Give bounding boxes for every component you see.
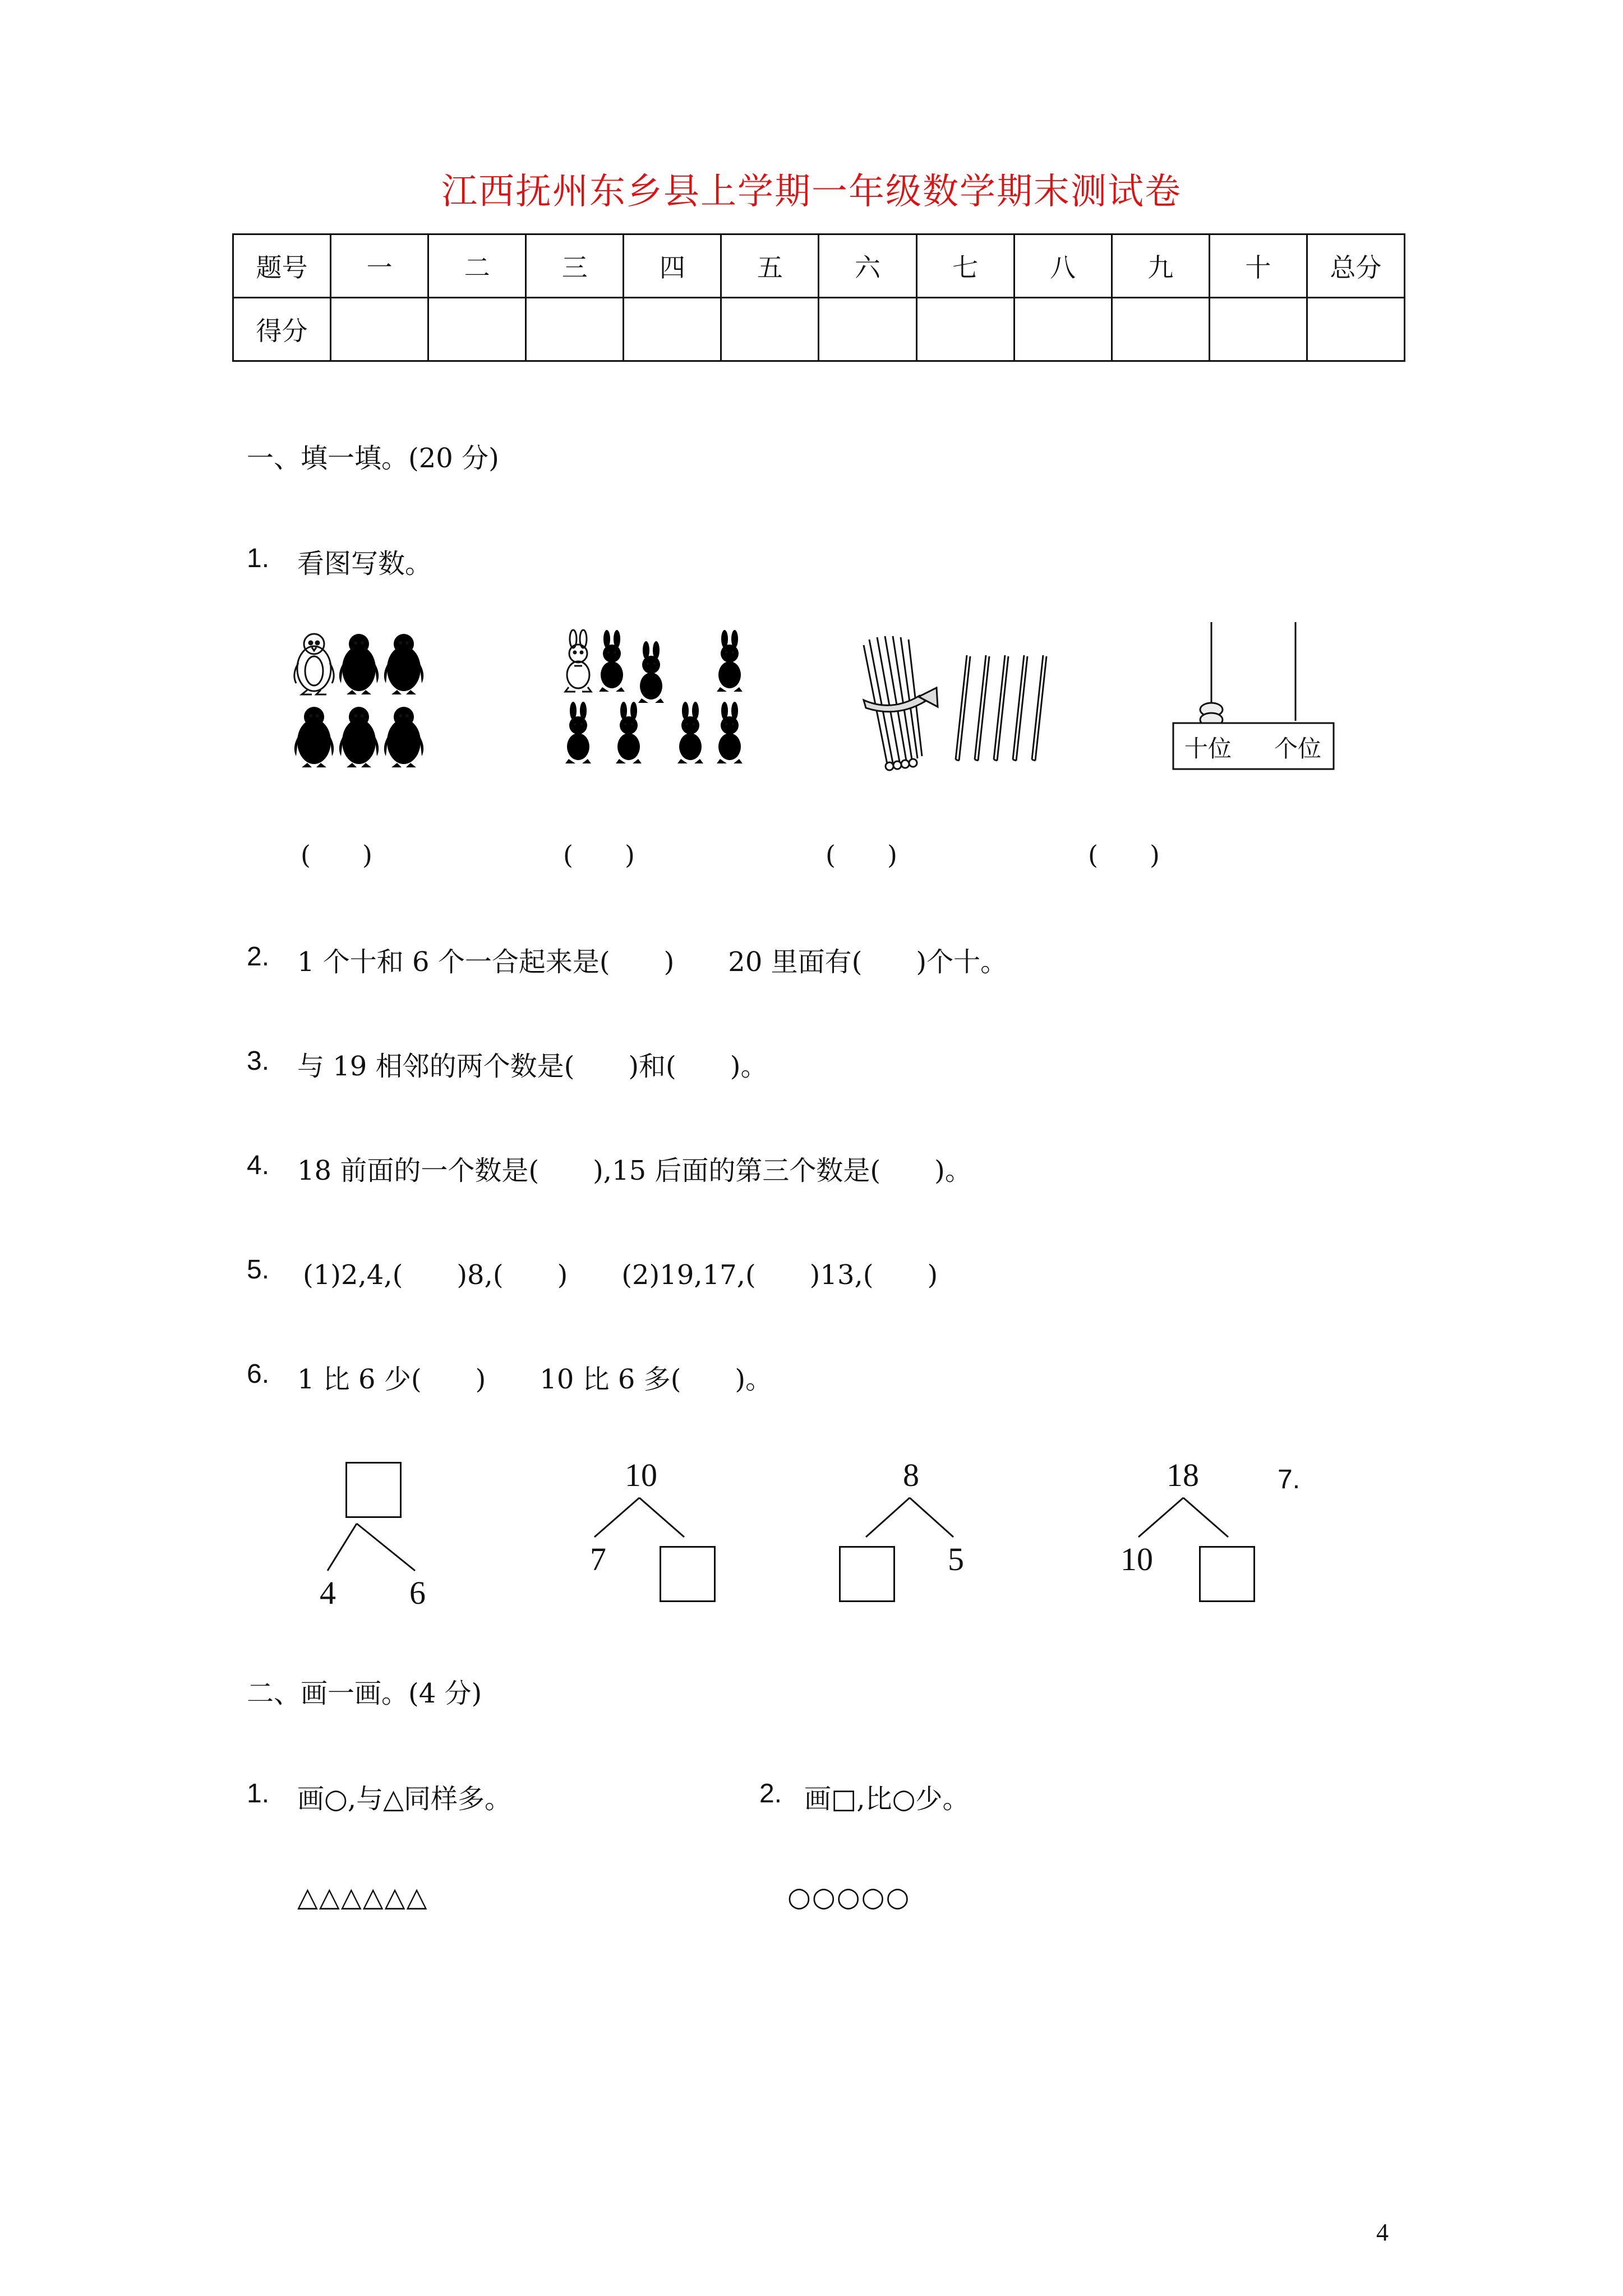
q3-text: 与 19 相邻的两个数是( )和( )。 <box>297 1051 768 1082</box>
q1-number: 1. <box>247 544 270 573</box>
answer-blank[interactable]: ( ) <box>826 840 897 870</box>
q2-text: 1 个十和 6 个一合起来是( ) 20 里面有( )个十。 <box>297 946 1008 978</box>
tree-right-value: 5 <box>948 1541 964 1577</box>
q4-text: 18 前面的一个数是( ),15 后面的第三个数是( )。 <box>297 1155 972 1186</box>
circles-row: ○○○○○ <box>787 1881 911 1913</box>
tree-left-value: 7 <box>590 1541 606 1577</box>
answer-blank[interactable]: ( ) <box>1088 840 1160 870</box>
score-table-cell: 九 <box>1112 234 1209 298</box>
score-table-cell: 七 <box>916 234 1014 298</box>
score-table-cell: 六 <box>819 234 916 298</box>
score-table-cell: 题号 <box>233 234 331 298</box>
q1-text: 看图写数。 <box>297 548 432 579</box>
page-number: 4 <box>1376 2219 1389 2246</box>
tree-top-value: 10 <box>625 1457 657 1493</box>
q6-text: 1 比 6 少( ) 10 比 6 多( )。 <box>297 1364 773 1395</box>
abacus-ones-label: 个位 <box>1274 735 1322 762</box>
score-table-cell: 五 <box>721 234 819 298</box>
answer-blank[interactable]: ( ) <box>301 840 372 870</box>
tree-right-value: 6 <box>409 1575 426 1611</box>
triangles-row: △△△△△△ <box>297 1881 428 1913</box>
page-title: 江西抚州东乡县上学期一年级数学期末测试卷 <box>441 171 1182 213</box>
q3-number: 3. <box>247 1046 270 1076</box>
tree-top-value: 18 <box>1166 1457 1199 1493</box>
answer-blank[interactable]: ( ) <box>563 840 635 870</box>
q5-text: (1)2,4,( )8,( ) (2)19,17,( )13,( ) <box>303 1259 938 1291</box>
score-table-cell: 四 <box>624 234 721 298</box>
abacus-tens-label: 十位 <box>1184 735 1232 762</box>
answer-box[interactable] <box>839 1546 895 1602</box>
q5-number: 5. <box>247 1255 270 1285</box>
q6-number: 6. <box>247 1359 270 1389</box>
answer-box[interactable] <box>660 1546 716 1602</box>
q7-number: 7. <box>1278 1465 1301 1494</box>
q4-number: 4. <box>247 1151 270 1180</box>
section1-heading: 一、填一填。(20 分) <box>247 443 499 474</box>
s2-q1-text: 画○,与△同样多。 <box>297 1783 512 1815</box>
s2-q2-number: 2. <box>759 1779 782 1809</box>
q2-number: 2. <box>247 942 270 972</box>
score-table-cell: 二 <box>428 234 526 298</box>
score-table-cell: 八 <box>1014 234 1112 298</box>
score-table-cell: 十 <box>1209 234 1307 298</box>
s2-q2-text: 画□,比○少。 <box>804 1783 970 1815</box>
tree-top-value: 8 <box>903 1457 919 1493</box>
answer-box[interactable] <box>345 1462 402 1518</box>
s2-q1-number: 1. <box>247 1779 270 1809</box>
score-table-cell: 总分 <box>1307 234 1404 298</box>
answer-box[interactable] <box>1199 1546 1255 1602</box>
score-table-cell: 三 <box>526 234 624 298</box>
score-table-cell: 一 <box>331 234 428 298</box>
score-table-cell: 得分 <box>233 298 331 361</box>
tree-left-value: 10 <box>1121 1541 1153 1577</box>
tree-left-value: 4 <box>320 1575 336 1611</box>
section2-heading: 二、画一画。(4 分) <box>247 1678 482 1709</box>
